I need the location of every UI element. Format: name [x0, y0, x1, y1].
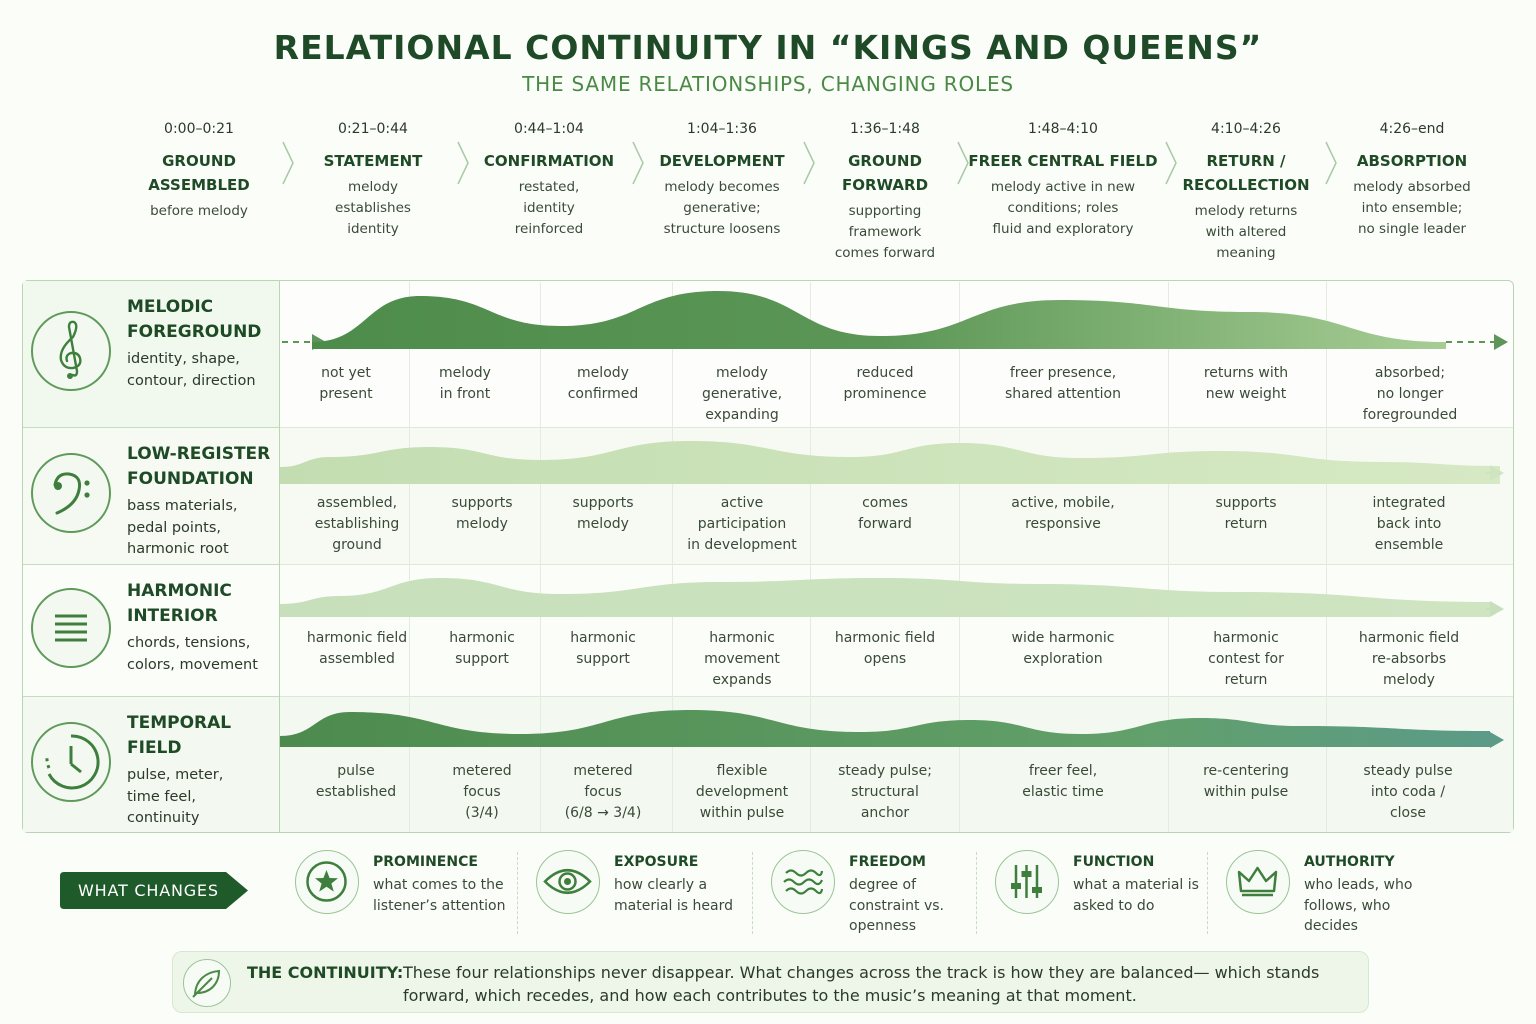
role-cell-line: assembled: [319, 651, 395, 667]
what-changes-description: what a material is asked to do: [1073, 877, 1199, 914]
role-cell: [528, 761, 678, 824]
phase-time: 4:10–4:26: [1211, 121, 1281, 137]
phase-description-line: no single leader: [1357, 221, 1467, 237]
role-cell-line: expands: [712, 672, 772, 688]
phase-description-line: fluid and exploratory: [992, 221, 1134, 237]
phase-name: [1181, 149, 1311, 197]
role-cell-line: contest for: [1208, 651, 1284, 667]
phase-time: 0:44–1:04: [514, 121, 584, 137]
phase-column: [647, 120, 797, 240]
star-icon: [295, 850, 359, 914]
role-cell-line: assembled,: [316, 495, 398, 511]
phase-time: 1:36–1:48: [850, 121, 920, 137]
role-cell-line: active: [720, 495, 764, 511]
role-cell-line: absorbed;: [1374, 365, 1446, 381]
phase-description-line: establishes: [335, 200, 411, 216]
row-description-line: colors, movement: [127, 656, 258, 673]
role-cell-line: melody: [439, 365, 491, 381]
role-cell-line: close: [1389, 805, 1427, 821]
row-description-line: contour, direction: [127, 372, 256, 389]
role-cell-line: harmonic field: [834, 630, 936, 646]
phase-time: 4:26–end: [1379, 121, 1445, 137]
phase-description-line: identity: [523, 200, 575, 216]
role-cell-line: active, mobile,: [1011, 495, 1115, 511]
phase-description-line: meaning: [1216, 245, 1276, 261]
phase-description: [1181, 201, 1311, 264]
role-cell: [1335, 363, 1485, 426]
phase-description-line: structure loosens: [663, 221, 781, 237]
row-title-line: INTERIOR: [127, 606, 218, 626]
role-cell-line: harmonic: [709, 630, 775, 646]
role-cell-line: generative,: [701, 386, 783, 402]
what-changes-separator: [1207, 852, 1208, 934]
row-description-line: chords, tensions,: [127, 635, 251, 651]
role-cell-line: ensemble: [1374, 537, 1444, 553]
clock-icon: [31, 722, 111, 802]
waves-icon: [771, 850, 835, 914]
role-cell-line: harmonic: [570, 630, 636, 646]
role-cell-line: re-absorbs: [1371, 651, 1447, 667]
phase-column: [1181, 120, 1311, 264]
chevron-right-icon: [802, 140, 816, 186]
phase-description: [968, 177, 1158, 240]
phase-name: [1337, 149, 1487, 173]
role-cell: [988, 628, 1138, 670]
role-cell-line: ground: [332, 537, 382, 553]
phase-description: [825, 201, 945, 264]
phase-description-line: conditions; roles: [1007, 200, 1119, 216]
row-description-line: pulse, meter,: [127, 767, 224, 783]
what-changes-title: EXPOSURE: [614, 854, 699, 870]
role-cell-line: participation: [697, 516, 787, 532]
role-cell: [1171, 761, 1321, 803]
phase-description-line: melody returns: [1194, 203, 1298, 219]
row-title-line: FIELD: [127, 738, 182, 758]
row-description-line: identity, shape,: [127, 351, 240, 367]
phase-name: [968, 149, 1158, 173]
role-cell-line: integrated: [1372, 495, 1446, 511]
role-cell-line: established: [315, 784, 397, 800]
role-cell-line: development: [695, 784, 789, 800]
chevron-right-icon: [956, 140, 970, 186]
phase-name-line: ABSORPTION: [1356, 152, 1468, 170]
chevron-right-icon: [631, 140, 645, 186]
role-cell: [988, 761, 1138, 803]
phase-description-line: before melody: [150, 203, 248, 219]
phase-column: [308, 120, 438, 240]
role-cell-line: returns with: [1203, 365, 1289, 381]
role-cell-line: support: [576, 651, 630, 667]
chevron-right-icon: [456, 140, 470, 186]
what-changes-title: AUTHORITY: [1304, 854, 1395, 870]
role-cell: [810, 493, 960, 535]
row-divider: [280, 564, 1513, 565]
role-cell: [1171, 363, 1321, 405]
phase-description: [124, 201, 274, 222]
what-changes-tag: [60, 872, 248, 909]
phase-name-line: FORWARD: [841, 176, 929, 194]
role-cell-line: comes: [862, 495, 908, 511]
row-title: [127, 442, 270, 492]
role-cell: [667, 363, 817, 426]
what-changes-separator: [976, 852, 977, 934]
phase-description: [474, 177, 624, 240]
role-cell-line: not yet: [321, 365, 371, 381]
role-cell-line: establishing: [314, 516, 400, 532]
phase-description-line: with altered: [1205, 224, 1287, 240]
role-cell-line: no longer: [1376, 386, 1444, 402]
role-cell-line: reduced: [856, 365, 914, 381]
role-cell-line: melody: [456, 516, 508, 532]
row-title-line: TEMPORAL: [127, 713, 232, 733]
phase-column: [968, 120, 1158, 240]
role-cell: [1334, 628, 1484, 691]
role-cell-line: freer presence,: [1009, 365, 1117, 381]
role-cell-line: return: [1224, 672, 1268, 688]
eye-icon: [536, 850, 600, 914]
phase-description-line: reinforced: [514, 221, 584, 237]
leaf-icon: [183, 959, 231, 1007]
row-label-3: [23, 565, 279, 696]
phase-description-line: melody active in new: [990, 179, 1136, 195]
what-changes-title: PROMINENCE: [373, 854, 478, 870]
column-divider: [1168, 282, 1169, 832]
phase-name-line: FREER CENTRAL FIELD: [968, 152, 1158, 170]
role-cell: [528, 493, 678, 535]
what-changes-description: what comes to the listener’s attention: [373, 877, 506, 914]
phase-time: 1:04–1:36: [687, 121, 757, 137]
page-title: RELATIONAL CONTINUITY IN “KINGS AND QUEENS”: [273, 28, 1263, 67]
row-description: [127, 633, 258, 676]
role-cell-line: supports: [451, 495, 513, 511]
treble-clef-icon: [31, 311, 111, 391]
phase-time: 0:21–0:44: [338, 121, 408, 137]
role-cell: [810, 761, 960, 824]
row-description-line: continuity: [127, 810, 200, 826]
what-changes-separator: [752, 852, 753, 934]
role-cell-line: melody: [577, 516, 629, 532]
role-cell: [528, 628, 678, 670]
phase-name-line: RECOLLECTION: [1182, 176, 1310, 194]
role-cell-line: in front: [439, 386, 491, 402]
row-title-line: FOUNDATION: [127, 469, 254, 489]
phase-description: [308, 177, 438, 240]
row-description: [127, 496, 238, 561]
role-cell-line: back into: [1376, 516, 1442, 532]
role-cell: [667, 493, 817, 556]
row-label-2: [23, 428, 279, 564]
role-cell-line: melody: [716, 365, 768, 381]
role-cell-line: steady pulse;: [838, 763, 932, 779]
phase-column: [474, 120, 624, 240]
role-cell-line: responsive: [1025, 516, 1101, 532]
phase-description-line: identity: [347, 221, 399, 237]
role-cell: [667, 761, 817, 824]
role-cell-line: prominence: [843, 386, 927, 402]
role-cell-line: forward: [858, 516, 912, 532]
crown-icon: [1226, 850, 1290, 914]
continuity-box: [172, 951, 1369, 1013]
phase-column: [825, 120, 945, 264]
harmony-lines-icon: [31, 588, 111, 668]
role-cell-line: focus: [584, 784, 622, 800]
role-cell: [667, 628, 817, 691]
phase-description-line: generative;: [683, 200, 761, 216]
role-cell: [988, 493, 1138, 535]
phase-description-line: melody becomes: [664, 179, 780, 195]
role-cell: [810, 628, 960, 670]
role-cell: [1171, 628, 1321, 691]
phase-description-line: supporting: [848, 203, 922, 219]
role-cell-line: supports: [572, 495, 634, 511]
row-divider: [280, 427, 1513, 428]
chevron-right-icon: [1324, 140, 1338, 186]
role-cell-line: metered: [452, 763, 512, 779]
sliders-icon: [995, 850, 1059, 914]
phase-description-line: melody absorbed: [1353, 179, 1471, 195]
phase-name-line: GROUND: [162, 152, 236, 170]
role-cell-line: present: [319, 386, 373, 402]
row-description-line: pedal points,: [127, 519, 221, 536]
what-changes-description: how clearly a material is heard: [614, 877, 733, 914]
role-cell-line: structural: [851, 784, 919, 800]
role-cell-line: in development: [687, 537, 797, 553]
row-description: [127, 765, 223, 830]
phase-name: [825, 149, 945, 197]
role-cell-line: into coda /: [1370, 784, 1446, 800]
role-cell-line: harmonic: [1213, 630, 1279, 646]
page-subtitle: THE SAME RELATIONSHIPS, CHANGING ROLES: [522, 72, 1014, 96]
role-cell: [1333, 761, 1483, 824]
row-title-line: LOW-REGISTER: [127, 444, 271, 464]
row-divider: [280, 696, 1513, 697]
what-changes-description: degree of constraint vs. openness: [849, 877, 944, 934]
phase-name: [308, 149, 438, 173]
phase-description-line: comes forward: [834, 245, 936, 261]
phase-name-line: RETURN /: [1206, 152, 1286, 170]
continuity-title: THE CONTINUITY:: [247, 963, 404, 982]
continuity-text: These four relationships never disappear. What changes across the track is how they are balanced— which stands forward, which recedes, and how each contributes to the music’s meaning at that moment.: [403, 963, 1320, 1005]
role-cell-line: within pulse: [699, 805, 785, 821]
role-cell-line: expanding: [705, 407, 779, 423]
role-cell-line: (3/4): [465, 805, 499, 821]
role-cell-line: steady pulse: [1363, 763, 1453, 779]
role-cell-line: anchor: [860, 805, 910, 821]
row-description-line: time feel,: [127, 788, 196, 805]
phase-description-line: restated,: [518, 179, 580, 195]
what-changes-title: FUNCTION: [1073, 854, 1155, 870]
role-cell-line: new weight: [1205, 386, 1287, 402]
phase-description: [1337, 177, 1487, 240]
chevron-right-icon: [281, 140, 295, 186]
phase-description: [647, 177, 797, 240]
column-divider: [1326, 282, 1327, 832]
role-cell-line: confirmed: [567, 386, 639, 402]
row-title-line: FOREGROUND: [127, 322, 262, 342]
role-cell: [1171, 493, 1321, 535]
role-cell-line: foregrounded: [1362, 407, 1458, 423]
row-description-line: harmonic root: [127, 541, 229, 557]
role-cell-line: opens: [863, 651, 907, 667]
role-cell: [810, 363, 960, 405]
role-cell-line: within pulse: [1203, 784, 1289, 800]
what-changes-label: WHAT CHANGES: [78, 881, 219, 900]
role-cell: [1334, 493, 1484, 556]
row-title-line: MELODIC: [127, 297, 214, 317]
role-cell-line: re-centering: [1203, 763, 1289, 779]
role-cell-line: supports: [1215, 495, 1277, 511]
phase-name-line: GROUND: [848, 152, 922, 170]
role-cell: [528, 363, 678, 405]
row-description-line: bass materials,: [127, 498, 238, 514]
role-cell-line: flexible: [716, 763, 768, 779]
phase-name-line: CONFIRMATION: [483, 152, 615, 170]
what-changes-description: who leads, who follows, who decides: [1304, 877, 1413, 934]
phase-name: [647, 149, 797, 173]
row-title-line: HARMONIC: [127, 581, 232, 601]
what-changes-title: FREEDOM: [849, 854, 926, 870]
role-cell-line: support: [455, 651, 509, 667]
row-label-4: [23, 697, 279, 832]
role-cell-line: harmonic field: [306, 630, 408, 646]
phase-name: [124, 149, 274, 197]
role-cell-line: (6/8 → 3/4): [564, 805, 642, 821]
role-cell: [390, 363, 540, 405]
role-cell-line: wide harmonic: [1011, 630, 1115, 646]
phase-column: [124, 120, 274, 222]
chevron-right-icon: [1164, 140, 1178, 186]
role-cell-line: melody: [1383, 672, 1435, 688]
phase-name-line: ASSEMBLED: [148, 176, 250, 194]
role-cell-line: movement: [704, 651, 780, 667]
phase-description-line: framework: [848, 224, 922, 240]
phase-description-line: melody: [347, 179, 399, 195]
role-cell-line: shared attention: [1004, 386, 1121, 402]
phase-name-line: DEVELOPMENT: [659, 152, 785, 170]
role-cell-line: harmonic: [449, 630, 515, 646]
role-cell-line: harmonic field: [1358, 630, 1460, 646]
role-cell-line: return: [1224, 516, 1268, 532]
phase-description-line: into ensemble;: [1361, 200, 1463, 216]
row-title: [127, 579, 232, 629]
role-cell-line: focus: [463, 784, 501, 800]
phase-column: [1337, 120, 1487, 240]
phase-time: 1:48–4:10: [1028, 121, 1098, 137]
role-cell-line: pulse: [337, 763, 375, 779]
role-cell-line: melody: [577, 365, 629, 381]
role-cell-line: metered: [573, 763, 633, 779]
bass-clef-icon: [31, 453, 111, 533]
role-cell-line: elastic time: [1022, 784, 1104, 800]
role-cell: [988, 363, 1138, 405]
row-label-1: [23, 281, 279, 427]
row-title: [127, 711, 231, 761]
what-changes-separator: [517, 852, 518, 934]
phase-name-line: STATEMENT: [323, 152, 423, 170]
row-description: [127, 349, 256, 392]
role-cell-line: exploration: [1023, 651, 1103, 667]
phase-time: 0:00–0:21: [164, 121, 234, 137]
phase-name: [474, 149, 624, 173]
row-title: [127, 295, 261, 345]
role-cell-line: freer feel,: [1028, 763, 1098, 779]
